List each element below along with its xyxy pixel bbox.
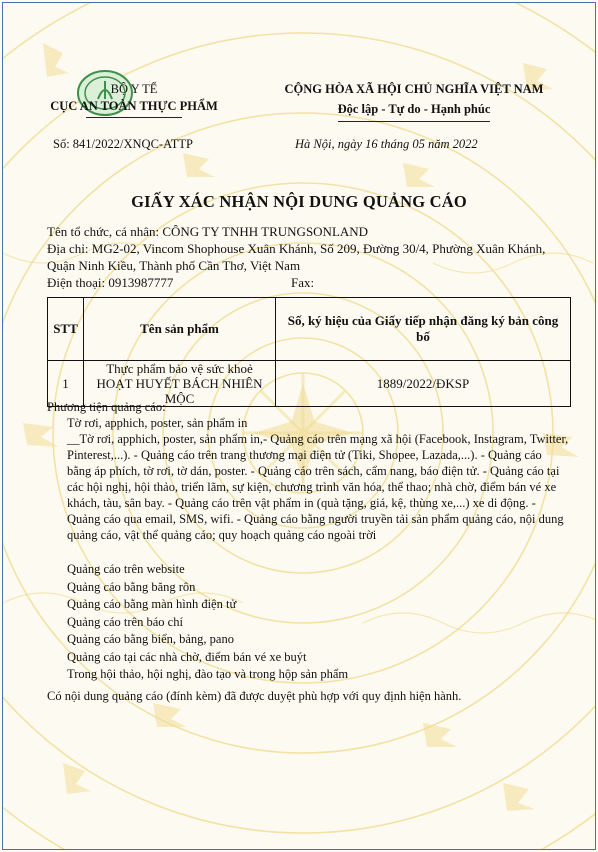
document-number: Số: 841/2022/XNQC-ATTP (53, 137, 193, 151)
list-item: Quảng cáo tại các nhà chờ, điểm bán vé xe buýt (67, 649, 307, 664)
organization-phone: Điện thoại: 0913987777 (47, 275, 174, 290)
ministry-name: BỘ Y TẾ (110, 82, 158, 96)
organization-info (47, 223, 567, 291)
organization-name: Tên tổ chức, cá nhân: CÔNG TY TNHH TRUNGSONLAND (47, 224, 369, 239)
agency-header (3, 81, 265, 118)
certificate-page (2, 2, 596, 850)
table-header-stt: STT (48, 298, 84, 361)
media-long-item: __Tờ rơi, apphich, poster, sản phẩm in,- Quảng cáo trên mạng xã hội (Facebook, Instagram, Twitter, Pinterest,...). - Quảng cáo trên trang thương mại điện tử (Tiki, Shopee, Lazada,...). - Quảng cáo bằng áp phích, tờ rơi, tờ dán, poster. - Quảng cáo trên sách, cẩm nang, báo điện tử. - Quảng cáo tại các hội nghị, hội thảo, triển lãm, sự kiện, chương trình văn hóa, thể thao; nhà chờ, điểm bán vé xe khách, tàu, sân bay. - Quảng cáo trên vật phẩm in (quà tặng, giá, kệ, thùng xe,...) xe di động. - Quảng cáo qua email, SMS, wifi. - Quảng cáo bằng người truyền tải sản phẩm quảng cáo, nội dung quảng cáo, vật thể quảng cáo; quy hoạch quảng cáo ngoài trời (67, 432, 569, 542)
list-item: Quảng cáo trên báo chí (67, 614, 183, 629)
advertising-media (47, 399, 569, 684)
place-and-date: Hà Nội, ngày 16 tháng 05 năm 2022 (295, 137, 478, 151)
agency-name: CỤC AN TOÀN THỰC PHẨM (50, 99, 218, 113)
organization-address: Địa chỉ: MG2-02, Vincom Shophouse Xuân Khánh, Số 209, Đường 30/4, Phường Xuân Khánh, Quận Ninh Kiều, Thành phố Cần Thơ, Việt Nam (47, 241, 546, 273)
list-item: Quảng cáo bằng màn hình điện tử (67, 597, 237, 611)
product-table (47, 297, 571, 407)
table-cell-registration: 1889/2022/ĐKSP (276, 361, 571, 407)
table-header-product: Tên sản phẩm (84, 298, 276, 361)
table-header-registration: Số, ký hiệu của Giấy tiếp nhận đăng ký bản công bố (276, 298, 571, 361)
motto-underline (338, 121, 490, 122)
list-item: Trong hội thảo, hội nghị, đào tạo và trong hộp sản phẩm (67, 667, 349, 681)
organization-fax: Fax: (291, 275, 315, 290)
table-header-row (48, 298, 571, 361)
table-cell-product: Thực phẩm bảo vệ sức khoẻ HOẠT HUYẾT BÁCH NHIÊN MỘC (84, 361, 276, 407)
table-cell-stt: 1 (48, 361, 84, 407)
list-item: Quảng cáo bằng băng rôn (67, 579, 196, 594)
document-title: GIẤY XÁC NHẬN NỘI DUNG QUẢNG CÁO (131, 192, 467, 211)
national-motto: Độc lập - Tự do - Hạnh phúc (337, 102, 491, 116)
contact-row (47, 274, 567, 291)
media-first-item: Tờ rơi, apphich, poster, sản phẩm in (67, 416, 248, 430)
media-label: Phương tiện quảng cáo: (47, 400, 166, 414)
national-header (238, 81, 590, 122)
agency-underline (86, 117, 182, 118)
country-name: CỘNG HÒA XÃ HỘI CHỦ NGHĨA VIỆT NAM (284, 82, 544, 96)
list-item: Quảng cáo bằng biển, bảng, pano (67, 632, 234, 646)
approval-statement: Có nội dung quảng cáo (đính kèm) đã được duyệt phù hợp với quy định hiện hành. (47, 689, 462, 703)
list-item: Quảng cáo trên website (67, 562, 185, 576)
